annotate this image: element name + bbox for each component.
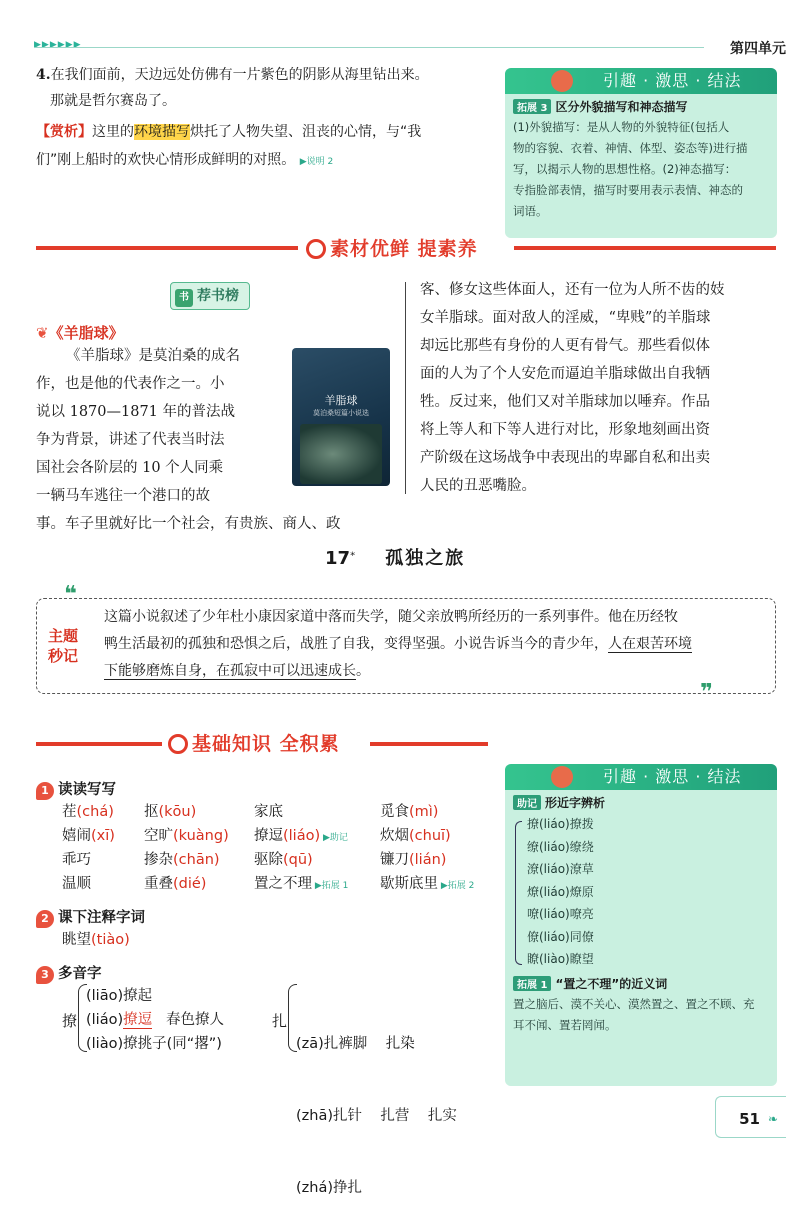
intro-line: 说以 1870—1871 年的普法战 [36,404,236,420]
similar-char-row: 潦(liáo)潦草 [527,862,594,876]
intro-line: 作，也是他的代表作之一。小 [36,376,225,392]
similar-char-row: 瞭(liào)瞭望 [527,952,594,966]
lesson-number: 17 [325,548,351,569]
poly-char-2: 扎 [272,1012,288,1030]
theme-text: 这篇小说叙述了少年杜小康因家道中落而失学，随父亲放鸭所经历的一系列事件。他在历经牧 鸭生活最初的孤独和恐惧之后，战胜了自我，变得坚强。小说告诉当今的青少年，人在艰苦环境 下能够磨炼自身，在孤寂中可以迅速成长。 [104,609,692,679]
intro-line: 国社会各阶层的 10 个人同乘 [36,460,224,476]
intro-line: 一辆马车逃往一个港口的故 [36,488,210,504]
word-item: 觅食(mì) [380,804,439,820]
word-item: 温顺 [62,876,91,892]
notes-word: 眺望(tiào) [62,932,130,948]
person-icon [551,70,573,92]
tips-line: 专指脸部表情，描写时要用表示表情、神态的 [513,183,743,197]
maple-leaf-icon: ❦ [36,324,49,342]
highlight-env: 环境描写 [134,124,190,140]
unit-title: 第四单元 [730,41,786,57]
cover-title: 羊脂球 [324,394,358,407]
person-icon [551,766,573,788]
word-item: 茬(chá) [62,804,114,820]
intro-line: 女羊脂球。面对敌人的淫威，“卑贱”的羊脂球 [420,310,711,326]
word-item: 置之不理 ▶拓展 1 [254,876,349,892]
header-rule [34,47,704,48]
tips-line: (1)外貌描写：是从人物的外貌特征(包括人 [513,120,730,134]
word-item: 撩逗(liáo) ▶助记 [254,828,348,844]
poly-char-1: 撩 [62,1012,78,1030]
word-item: 歇斯底里 ▶拓展 2 [380,876,475,892]
column-divider [405,282,406,494]
read-write-heading: 1 读读写写 [36,778,116,800]
word-item: 乖巧 [62,852,91,868]
analysis-tag: 【赏析】 [36,124,92,140]
cover-subtitle: 莫泊桑短篇小说选 [313,409,369,417]
quote-close-icon: ❞ [700,680,713,705]
tips-box-2-sub2: 拓展 1 “置之不理”的近义词 [505,971,777,994]
similar-char-row: 僚(liáo)同僚 [527,929,594,944]
poly-list-2: (zā)扎裤脚 扎染 (zhā)扎针 扎营 扎实 (zhá)挣扎 [296,1036,457,1196]
tips-box-header: 引趣 · 激思 · 结法 [505,68,777,94]
quote-open-icon: ❝ [64,582,77,607]
intro-line: 客、修女这些体面人，还有一位为人所不齿的妓 [420,282,725,298]
tips-line: 写，以揭示人物的思想性格。(2)神态描写： [513,162,737,176]
tips-line: 词语。 [513,204,548,218]
synonym-text: 置之脑后、漠不关心、漠然置之、置之不顾、充 耳不闻、置若罔闻。 [513,996,755,1032]
book-intro-left [36,342,406,538]
intro-line: 事。车子里就好比一个社会，有贵族、商人、政 [36,516,341,532]
ref-tag[interactable]: ▶说明 2 [299,157,334,167]
similar-chars-list [515,813,777,971]
book-icon: 书 [175,289,193,307]
intro-line: 将上等人和下等人进行对比，形象地刻画出资 [420,422,710,438]
intro-line: 却远比那些有身份的人更有骨气。那些看似体 [420,338,710,354]
swirl-icon [168,734,188,754]
similar-char-row: 缭(liáo)缭绕 [527,839,594,854]
similar-char-row: 嘹(liáo)嘹亮 [527,907,594,921]
tips-box-2-sub1: 助记 形近字辨析 [505,790,777,813]
lesson-heading: 17* 孤独之旅 [325,548,466,569]
tips-box-2-header: 引趣 · 激思 · 结法 [505,764,777,790]
intro-line: 牲。反过来，他们又对羊脂球加以唾弃。作品 [420,394,710,410]
tips-text [505,117,777,222]
theme-label: 主题 秒记 [48,627,79,665]
page-number: 51 [739,1110,760,1128]
word-item: 驱除(qū) [254,852,313,868]
poly-list-1: (liāo)撩起 (liáo)撩逗 春色撩人 (liào)撩挑子(同“撂”) [86,988,224,1052]
tips-line: 物的容貌、衣着、神情、体型、姿态等)进行描 [513,141,748,155]
banner-line-right [514,246,776,250]
banner2-line-right [370,742,488,746]
book-rec-badge: 书 荐书榜 [170,282,250,310]
word-item: 镰刀(lián) [380,852,447,868]
banner-line-left [36,246,298,250]
tips-box-1 [505,68,777,238]
swirl-icon [306,239,326,259]
intro-line: 《羊脂球》是莫泊桑的成名 [66,348,240,364]
extend-tag: 拓展 3 [513,99,551,114]
section-title-1: 素材优鲜 提素养 [306,234,478,261]
item-4-line2: 那就是哲尔赛岛了。 [50,93,176,109]
similar-char-row: 撩(liáo)撩拨 [527,817,594,831]
word-item: 抠(kōu) [144,804,197,820]
book-name: ❦《羊脂球》 [36,324,124,342]
poly-heading: 3 多音字 [36,962,102,984]
item-4 [36,62,496,114]
word-item: 掺杂(chān) [144,852,220,868]
word-item: 重叠(dié) [144,876,207,892]
notes-heading: 2 课下注释字词 [36,906,145,928]
word-item: 炊烟(chuī) [380,828,451,844]
leaf-icon: ❧ [767,1112,778,1126]
intro-line: 产阶级在这场战争中表现出的卑鄙自私和出卖 [420,450,710,466]
item-4-analysis: 【赏析】这里的环境描写烘托了人物失望、沮丧的心情，与“我 们”刚上船时的欢快心情形成鲜明的对照。 ▶说明 2 [36,124,422,168]
header-dots: ▶▶▶▶▶▶ [34,40,82,50]
section-title-2: 基础知识 全积累 [168,729,340,756]
word-item: 家底 [254,804,283,820]
intro-line: 面的人为了个人安危而逼迫羊脂球做出自我牺 [420,366,710,382]
word-item: 嬉闹(xī) [62,828,115,844]
similar-char-row: 燎(liáo)燎原 [527,884,594,899]
tips-box-2 [505,764,777,1086]
tips-subtitle: 拓展 3 区分外貌描写和神态描写 [505,94,777,117]
book-intro-right [420,276,780,500]
intro-line: 争为背景，讲述了代表当时法 [36,432,225,448]
lesson-title: 孤独之旅 [385,548,466,569]
banner2-line-left [36,742,162,746]
intro-line: 人民的丑恶嘴脸。 [420,478,536,494]
item-4-line1: 4.在我们面前，天边远处仿佛有一片紫色的阴影从海里钻出来。 [36,67,429,83]
word-item: 空旷(kuàng) [144,828,229,844]
